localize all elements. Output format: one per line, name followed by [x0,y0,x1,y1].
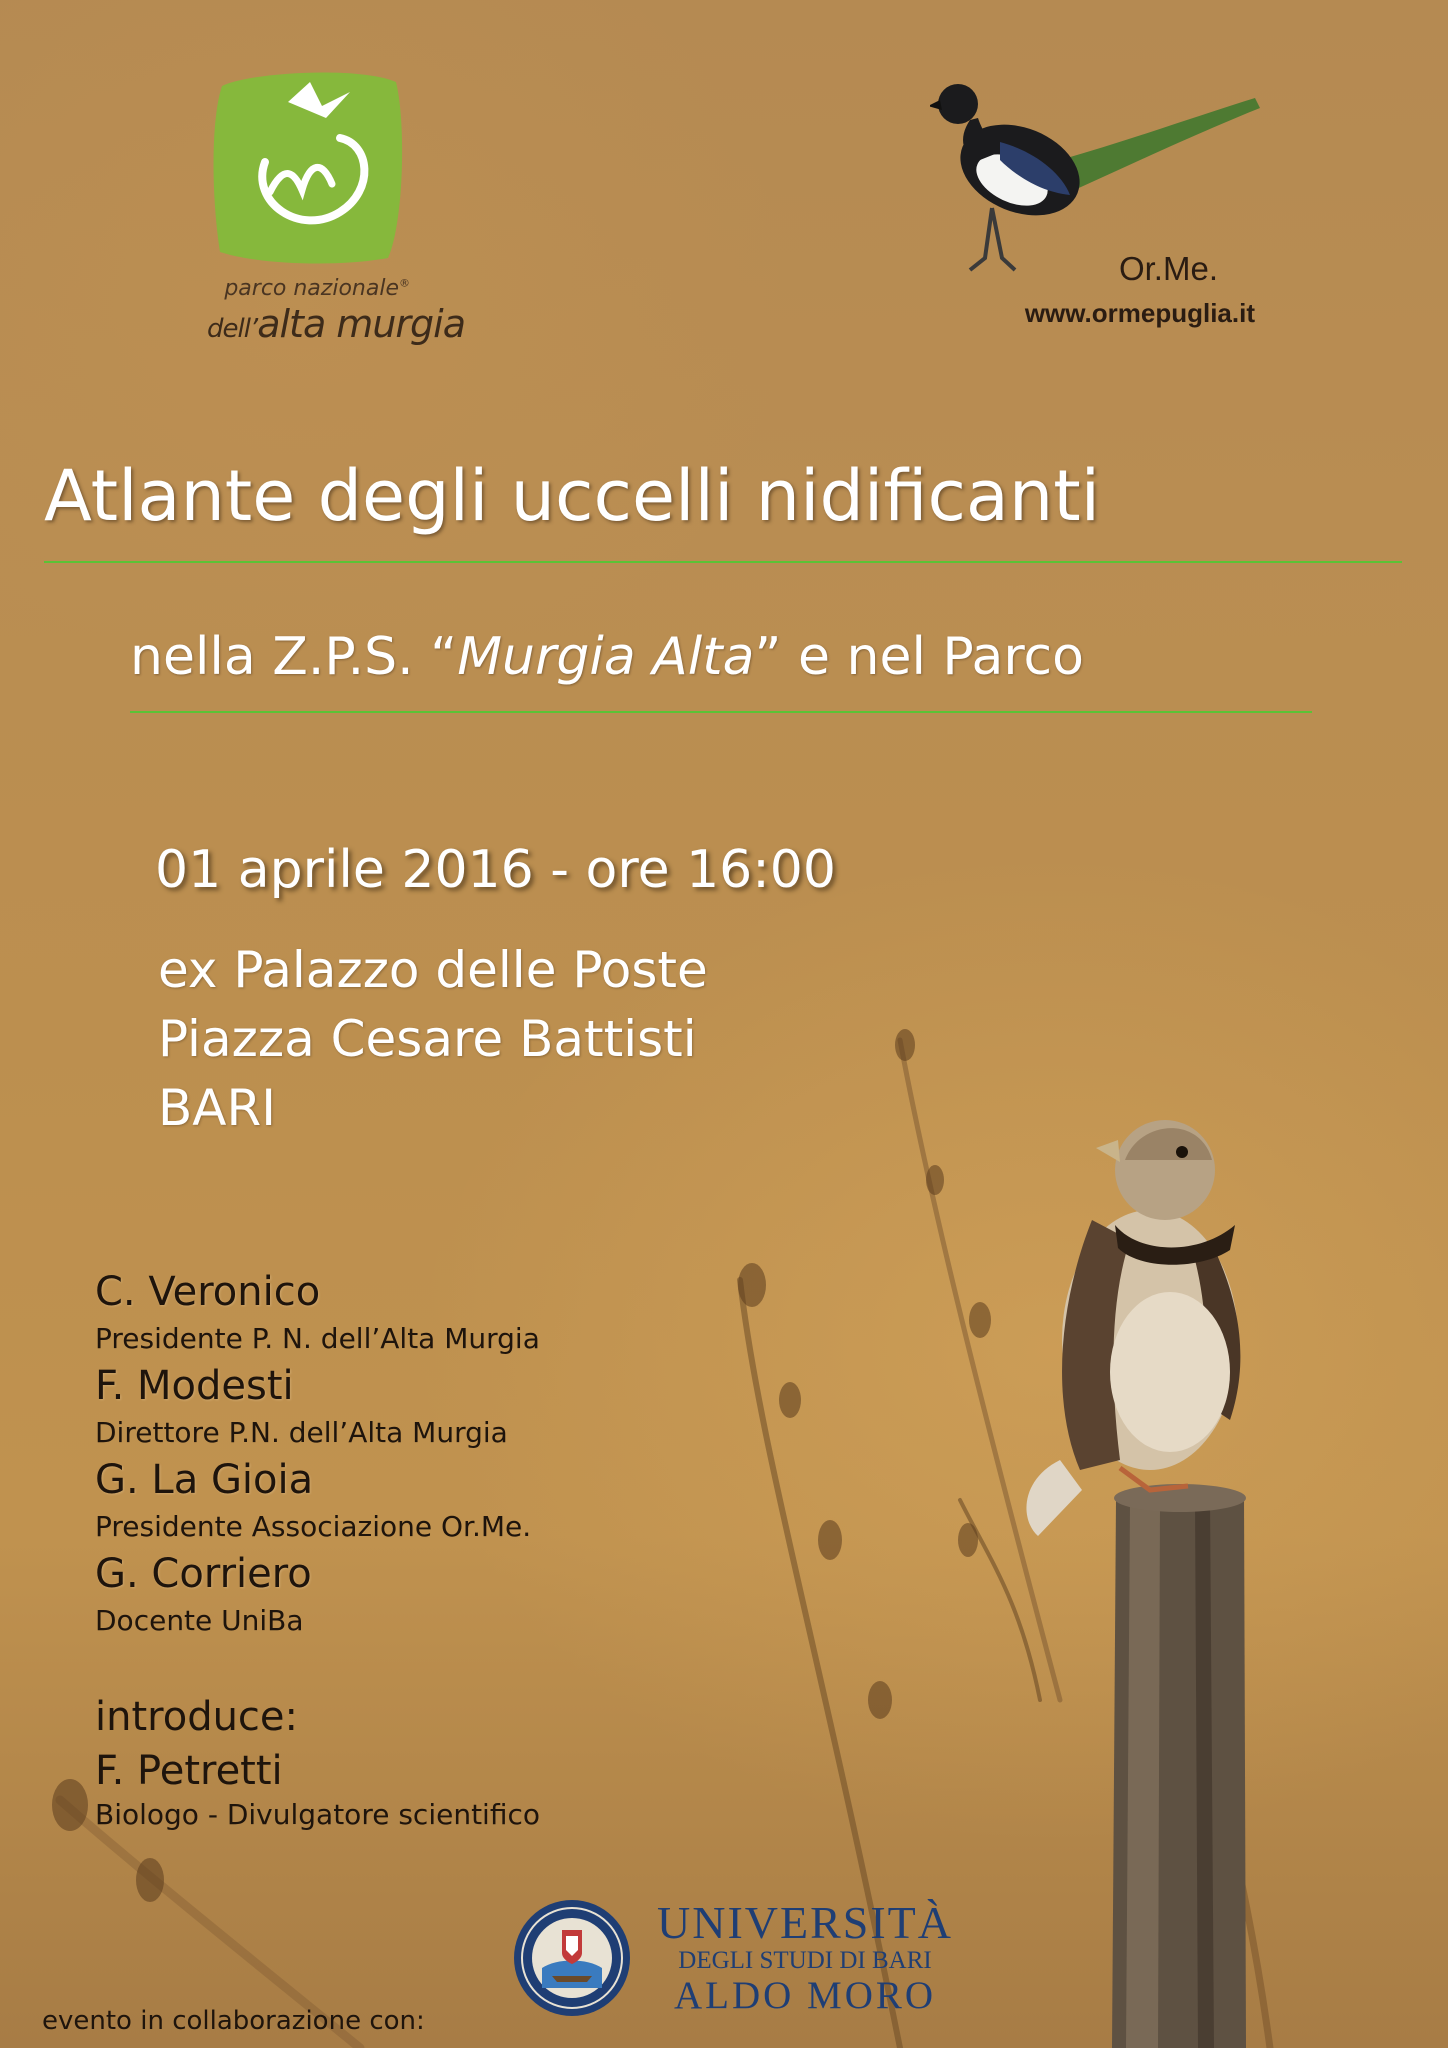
intro-speaker-name: F. Petretti [95,1748,283,1794]
event-title: Atlante degli uccelli nidificanti [44,455,1101,537]
university-name-line3: ALDO MORO [673,1974,937,2017]
speaker-item [95,1268,795,1362]
orme-website-link[interactable]: www.ormepuglia.it [1024,298,1255,328]
speaker-item [95,1362,795,1456]
orme-logo [930,80,1270,340]
speaker-name: C. Veronico [95,1269,321,1315]
university-name-line2: DEGLI STUDI DI BARI [678,1947,932,1974]
speaker-role: Direttore P.N. dell’Alta Murgia [95,1416,508,1449]
venue-line: ex Palazzo delle Poste [158,941,708,999]
speaker-role: Presidente Associazione Or.Me. [95,1510,532,1543]
parco-alta-murgia-logo [160,62,465,362]
subtitle-divider [130,711,1312,713]
collaboration-label: evento in collaborazione con: [42,2006,425,2036]
venue-line: BARI [158,1079,276,1137]
orme-name: Or.Me. [1118,250,1218,287]
title-divider [44,561,1402,563]
university-name [640,1898,970,2018]
parco-logo-mark-icon [210,62,405,267]
event-subtitle: nella Z.P.S. “Murgia Alta” e nel Parco [130,627,1084,687]
speakers-list [95,1268,795,1644]
parco-logo-line1: parco nazionale® [224,276,410,301]
intro-label: introduce: [95,1694,299,1740]
event-datetime: 01 aprile 2016 - ore 16:00 [155,840,836,900]
parco-logo-line2: dell’alta murgia [206,302,465,346]
speaker-item [95,1456,795,1550]
speaker-role: Presidente P. N. dell’Alta Murgia [95,1322,540,1355]
intro-speaker-role: Biologo - Divulgatore scientifico [95,1798,540,1831]
speaker-item [95,1550,795,1644]
event-venue [158,936,958,1143]
lark-bird [1026,1120,1240,1536]
speaker-role: Docente UniBa [95,1604,304,1637]
venue-line: Piazza Cesare Battisti [158,1010,697,1068]
university-seal-icon [512,1898,632,2018]
university-name-line1: UNIVERSITÀ [657,1897,953,1948]
speaker-name: G. Corriero [95,1551,312,1597]
speaker-name: G. La Gioia [95,1457,314,1503]
speaker-name: F. Modesti [95,1363,294,1409]
wooden-post [1112,1484,1246,2048]
